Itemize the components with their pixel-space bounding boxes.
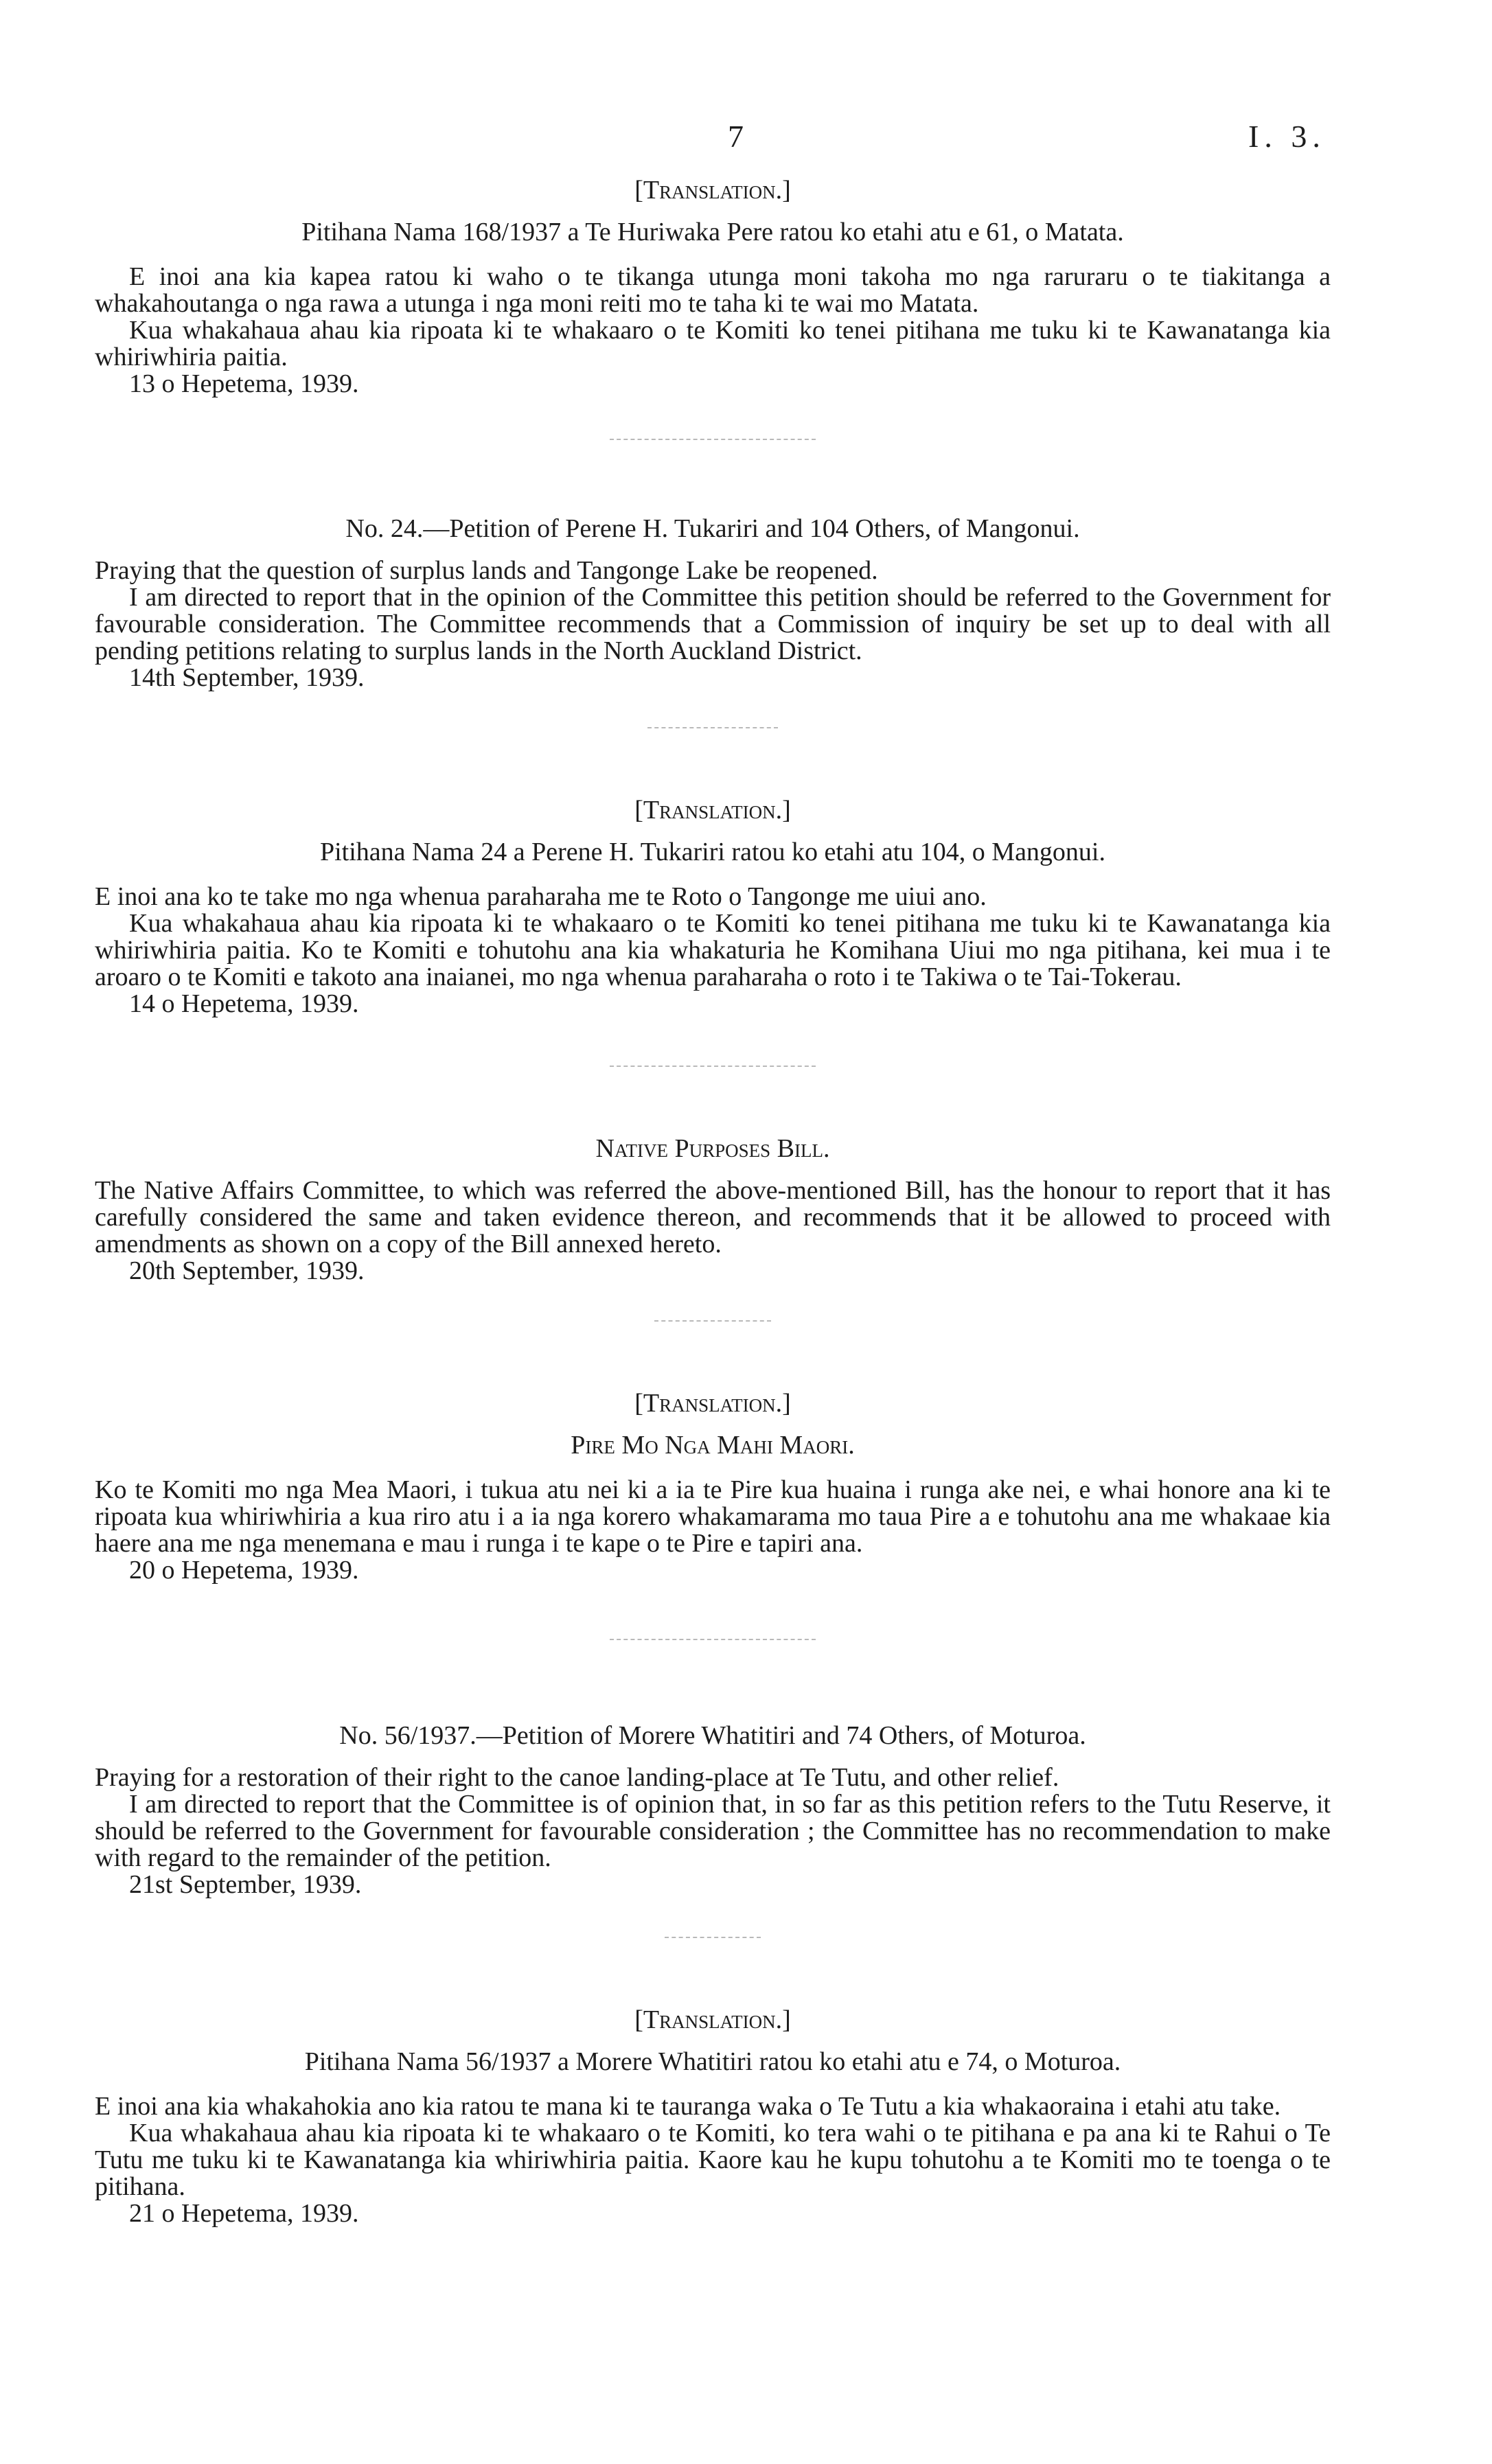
bill-section <box>95 1136 1331 1285</box>
section-date: 20 o Hepetema, 1939. <box>129 1556 359 1585</box>
section-date: 20th September, 1939. <box>129 1256 365 1285</box>
section-divider <box>665 1937 761 1938</box>
report-paragraph: I am directed to report that the Committee is of opinion that, in so far as this petition refers to the Tutu Reserve, it should be referred to the Government for favourable consideration ; the Committee has no recommendation to make with regard to the remainder of the petition. <box>95 1790 1331 1872</box>
translation-label: [Translation.] <box>634 2005 791 2034</box>
prayer-paragraph: Praying that the question of surplus lands and Tangonge Lake be reopened. <box>95 556 878 585</box>
report-paragraph: I am directed to report that in the opinion of the Committee this petition should be referred to the Government for favourable consideration. The Committee recommends that a Commission of inquiry be set up to deal with all pending petitions relating to surplus lands in the North Auckland District. <box>95 583 1331 665</box>
petition-section-24 <box>95 516 1331 691</box>
report-paragraph: Kua whakahaua ahau kia ripoata ki te whakaaro o te Komiti ko tenei pitihana me tuku ki te Kawanatanga kia whiriwhiria paitia. Ko te Komiti e tohutohu ana kia whakaturia he Komihana Uiui mo nga pitihana, kei mua i te aroaro o te Komiti e takoto ana inaianei, mo nga whenua paraharaha o roto i te Takiwa o te Tai-Tokerau. <box>95 909 1331 991</box>
translation-section-24 <box>95 797 1331 1017</box>
prayer-paragraph: Praying for a restoration of their right to the canoe landing-place at Te Tutu, and other relief. <box>95 1763 1059 1792</box>
section-date: 21st September, 1939. <box>129 1870 362 1899</box>
translation-section-bill <box>95 1390 1331 1584</box>
section-title: No. 56/1937.—Petition of Morere Whatitiri and 74 Others, of Moturoa. <box>339 1721 1086 1750</box>
page-number: 7 <box>728 119 744 154</box>
section-divider <box>610 1639 816 1640</box>
report-paragraph: Ko te Komiti mo nga Mea Maori, i tukua atu nei ki a ia te Pire kua huaina i runga ake nei, e whai honore ana ki te ripoata kua whiriwhiria a kua riro atu i a ia nga korero whakamarama mo taua Pire a e tohutohu ana me whakaae kia haere ana me nga menemana e mau i runga i te kape o te Pire e tapiri ana. <box>95 1475 1331 1558</box>
petition-section-56 <box>95 1723 1331 1898</box>
translation-label: [Translation.] <box>634 1389 791 1418</box>
page-content <box>95 177 1331 2227</box>
section-subtitle: Pire Mo Nga Mahi Maori. <box>571 1431 855 1460</box>
prayer-paragraph: E inoi ana ko te take mo nga whenua paraharaha me te Roto o Tangonge me uiui ano. <box>95 882 987 911</box>
section-divider <box>647 727 778 728</box>
section-subtitle: Pitihana Nama 56/1937 a Morere Whatitiri ratou ko etahi atu e 74, o Moturoa. <box>304 2047 1121 2076</box>
section-date: 21 o Hepetema, 1939. <box>129 2199 359 2228</box>
translation-section-56 <box>95 2007 1331 2227</box>
section-date: 13 o Hepetema, 1939. <box>129 369 359 398</box>
section-subtitle: Pitihana Nama 24 a Perene H. Tukariri ratou ko etahi atu 104, o Mangonui. <box>319 838 1105 866</box>
translation-label: [Translation.] <box>634 796 791 825</box>
section-divider <box>610 1066 816 1067</box>
section-divider <box>610 439 816 440</box>
report-paragraph: The Native Affairs Committee, to which was referred the above-mentioned Bill, has the honour to report that it has carefully considered the same and taken evidence thereon, and recommends that it be allowed to proceed with amendments as shown on a copy of the Bill annexed hereto. <box>95 1176 1331 1258</box>
section-title: No. 24.—Petition of Perene H. Tukariri and 104 Others, of Mangonui. <box>345 514 1080 543</box>
section-divider <box>654 1320 771 1322</box>
translation-label: [Translation.] <box>634 176 791 205</box>
document-reference: I. 3. <box>1248 119 1326 154</box>
prayer-paragraph: E inoi ana kia kapea ratou ki waho o te tikanga utunga moni takoha mo nga raruraru o te tiakitanga a whakahoutanga o nga rawa a utunga i nga moni reiti mo te taha ki te wai mo Matata. <box>95 262 1331 318</box>
section-date: 14 o Hepetema, 1939. <box>129 989 359 1018</box>
section-subtitle: Pitihana Nama 168/1937 a Te Huriwaka Pere ratou ko etahi atu e 61, o Matata. <box>301 218 1124 246</box>
translation-section-168 <box>95 177 1331 398</box>
report-paragraph: Kua whakahaua ahau kia ripoata ki te whakaaro o te Komiti ko tenei pitihana me tuku ki te Kawanatanga kia whiriwhiria paitia. <box>95 316 1331 371</box>
section-title: Native Purposes Bill. <box>595 1134 830 1163</box>
section-date: 14th September, 1939. <box>129 663 365 692</box>
prayer-paragraph: E inoi ana kia whakahokia ano kia ratou te mana ki te tauranga waka o Te Tutu a kia whakaoraina i etahi atu take. <box>95 2092 1281 2121</box>
report-paragraph: Kua whakahaua ahau kia ripoata ki te whakaaro o te Komiti, ko tera wahi o te pitihana e pa ana ki te Rahui o Te Tutu me tuku ki te Kawanatanga kia whiriwhiria paitia. Kaore kau he kupu tohutohu a te Komiti mo te toenga o te pitihana. <box>95 2119 1331 2201</box>
page-header <box>0 118 1492 159</box>
